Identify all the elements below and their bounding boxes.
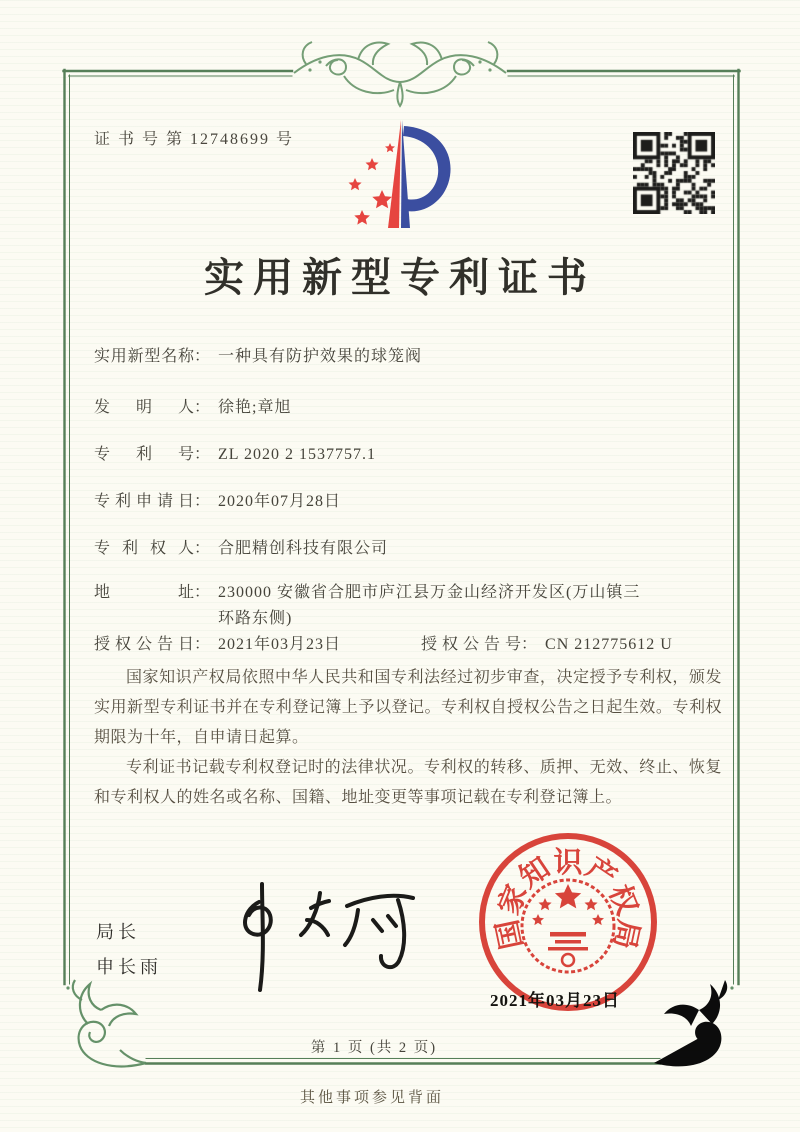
svg-text:权: 权 [602,880,643,920]
certificate-number: 证 书 号 第 12748699 号 [94,131,295,148]
field-value: ZL 2020 2 1537757.1 [218,446,376,463]
svg-text:知: 知 [514,851,556,895]
logo-stars [349,143,396,225]
field-utility-model-name: 实用新型名称： 一种具有防护效果的球笼阀 [94,344,422,370]
seal-emblem [522,880,614,972]
field-value: 徐艳;章旭 [218,399,292,416]
qr-code [633,132,715,214]
cnipa-logo [338,110,464,238]
seal-date: 2021年03月23日 [490,991,620,1010]
svg-text:局: 局 [607,916,645,952]
field-value: 合肥精创科技有限公司 [218,540,389,557]
page-title: 实用新型专利证书 [204,255,596,300]
issuer-name: 申长雨 [96,957,162,977]
svg-text:产: 产 [580,851,622,895]
field-patent-number: 专利号： ZL 2020 2 1537757.1 [94,442,376,468]
svg-text:国: 国 [491,916,529,952]
field-label: 地址 [94,584,194,601]
svg-text:识: 识 [553,847,583,879]
top-ornament [294,42,506,106]
field-label: 专利号 [94,446,194,463]
field-value: 2020年07月28日 [218,493,342,510]
page-indicator: 第 1 页 (共 2 页) [310,1040,438,1056]
field-label: 专利申请日 [94,493,194,510]
legal-text [94,663,722,813]
field-label: 实用新型名称 [94,348,194,365]
field-inventor: 发明人： 徐艳;章旭 [94,395,291,421]
field-grant-number: 授权公告号： CN 212775612 U [421,636,673,653]
field-filing-date: 专利申请日： 2020年07月28日 [94,489,341,515]
field-patentee: 专利权人： 合肥精创科技有限公司 [94,536,388,562]
field-address: 地址： 230000 安徽省合肥市庐江县万金山经济开发区(万山镇三 环路东侧) [94,580,738,632]
field-label: 发明人 [94,399,194,416]
field-grant-date: 授权公告日： 2021年03月23日 [94,636,342,653]
field-value: 230000 安徽省合肥市庐江县万金山经济开发区(万山镇三 环路东侧) [218,584,641,627]
svg-text:家: 家 [493,880,534,920]
field-grant [94,632,673,658]
legal-paragraph-1: 国家知识产权局依照中华人民共和国专利法经过初步审查，决定授予专利权，颁发实用新型专利证书并在专利登记簿上予以登记。专利权自授权公告之日起生效。专利权期限为十年，自申请日起算。 [94,669,722,746]
field-value: 一种具有防护效果的球笼阀 [218,348,423,365]
back-note: 其他事项参见背面 [299,1090,444,1106]
field-label: 专利权人 [94,540,194,557]
director-signature [215,876,440,1001]
legal-paragraph-2: 专利证书记载专利权登记时的法律状况。专利权的转移、质押、无效、终止、恢复和专利权人的姓名或名称、国籍、地址变更等事项记载在专利登记簿上。 [94,759,722,806]
issuer-title: 局长 [96,922,140,942]
